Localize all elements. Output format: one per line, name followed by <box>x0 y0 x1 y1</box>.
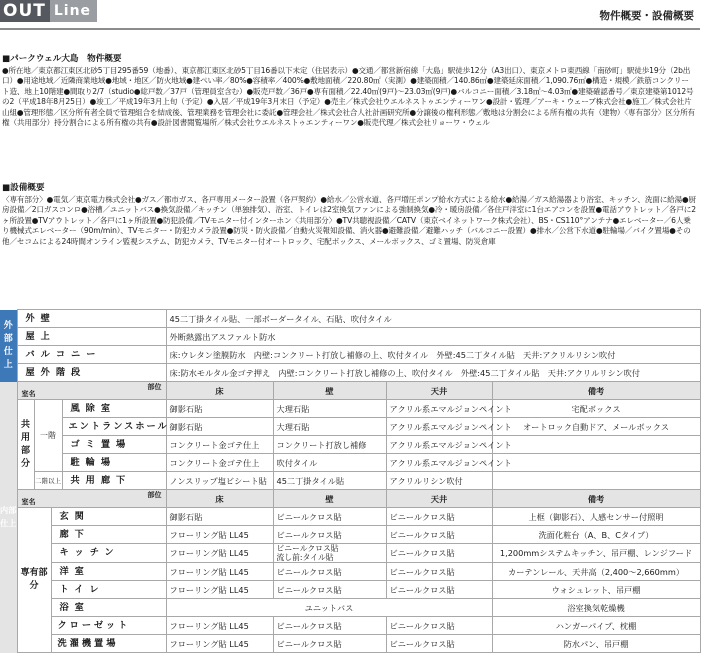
remarks-value <box>492 454 700 472</box>
part-header: 部位 <box>147 383 162 391</box>
bath-spec-value: ユニットバス <box>166 599 492 617</box>
room-name: 廊下 <box>51 526 166 544</box>
wall-value: ビニールクロス貼 <box>273 617 386 635</box>
floor-value: フローリング貼 LL45 <box>166 617 273 635</box>
equipment-overview-title: ■設備概要 <box>2 183 45 193</box>
wall-value: ビニールクロス貼 <box>273 581 386 599</box>
exterior-value: 外断熱露出アスファルト防水 <box>166 328 700 346</box>
room-name: 洗濯機置場 <box>51 635 166 653</box>
room-name: トイレ <box>51 581 166 599</box>
ceiling-value: ビニールクロス貼 <box>386 563 492 581</box>
floor-header: 床 <box>166 490 273 508</box>
ceiling-value: ビニールクロス貼 <box>386 635 492 653</box>
exterior-label: バルコニー <box>17 346 166 364</box>
room-header: 室名 <box>21 498 36 506</box>
wall-value-line2: 流し前:タイル貼 <box>276 553 334 562</box>
ceiling-value: ビニールクロス貼 <box>386 581 492 599</box>
floor-value: 御影石貼 <box>166 508 273 526</box>
wall-value: 45二丁掛タイル貼 <box>273 472 386 490</box>
exterior-value: 床:防水モルタル金ゴテ押え 内壁:コンクリート打放し補修の上、吹付タイル 外壁:45二丁タイル貼 天井:アクリルリシン吹付 <box>166 364 700 382</box>
room-name: エントランスホール <box>62 418 166 436</box>
room-name: 駐輪場 <box>62 454 166 472</box>
floor-value: ノンスリップ塩ビシート貼 <box>166 472 273 490</box>
private-row <box>0 599 700 617</box>
exterior-label: 屋上 <box>17 328 166 346</box>
wall-header: 壁 <box>273 382 386 400</box>
room-name: 玄関 <box>51 508 166 526</box>
wall-value: ビニールクロス貼 <box>273 508 386 526</box>
ceiling-value: アクリル系エマルジョンペイント <box>386 400 492 418</box>
room-name: 風除室 <box>62 400 166 418</box>
property-overview-title: ■パークウェル大島 物件概要 <box>2 54 122 64</box>
ceiling-value: アクリル系エマルジョンペイント <box>386 418 492 436</box>
remarks-value: 防水パン、吊戸棚 <box>492 635 700 653</box>
remarks-value: ハンガーパイプ、枕棚 <box>492 617 700 635</box>
common-area-label: 共用部分 <box>17 400 34 490</box>
private-row <box>0 563 700 581</box>
exterior-row <box>0 346 700 364</box>
wall-value: コンクリート打放し補修 <box>273 436 386 454</box>
floor2-label: 二階以上 <box>34 472 62 490</box>
floor-value: フローリング貼 LL45 <box>166 544 273 563</box>
wall-value <box>273 544 386 563</box>
logo-line: Line <box>50 0 97 22</box>
remarks-value: 宅配ボックス <box>492 400 700 418</box>
ceiling-value: アクリル系エマルジョンペイント <box>386 436 492 454</box>
common-row <box>0 454 700 472</box>
room-name: 共用廊下 <box>62 472 166 490</box>
wall-value: ビニールクロス貼 <box>273 563 386 581</box>
equipment-overview-text: 〈専有部分〉●電気／東京電力株式会社●ガス／都市ガス、各戸専用メーター設置（各戸契約）●給水／公営水道、各戸増圧ポンプ給水方式による給水●給湯／ガス給湯器より浴室、キッチン、洗面に給湯●厨房設備／2口ガスコンロ●浴槽／ユニットバス●換気設備／キッチン（単独排気）、浴室、トイレは2室換気ファンによる強制換気●冷・暖房設備／各住戸洋室に1台エアコンを設置●電話アウトレット／各戸に2ヶ所設置●TVアウトレット／各戸に1ヶ所設置●防犯設備／TVモニター付インターホン〈共用部分〉●TV共聴視設備／CATV（東京ベイネットワーク株式会社）、BS・CS110°アンテナ●エレベーター／6人乗り機械式エレベーター（90m/min）、TVモニター・防犯カメラ設置●防災・防火設備／自動火災報知設備、消火器●避難設備／避難ハッチ（バルコニー設置）●排水／公営下水道●駐輪場／バイク置場●その他／セコムによる24時間オンライン監視システム、防犯カメラ、TVモニター付オートロック、宅配ボックス、メールボックス、ゴミ置場、防災倉庫 <box>2 195 696 246</box>
remarks-value <box>492 436 700 454</box>
wall-value: ビニールクロス貼 <box>273 635 386 653</box>
remarks-value: 洗面化粧台（A、B、Cタイプ） <box>492 526 700 544</box>
remarks-header: 備考 <box>492 382 700 400</box>
interior-finish-label: 内部仕上 <box>0 382 17 653</box>
room-name: 洋室 <box>51 563 166 581</box>
ceiling-value: ビニールクロス貼 <box>386 526 492 544</box>
remarks-value: カーテンレール、天井高（2,400〜2,660mm） <box>492 563 700 581</box>
room-part-header <box>17 490 166 508</box>
room-part-header <box>17 382 166 400</box>
ceiling-value: ビニールクロス貼 <box>386 544 492 563</box>
wall-value-line1: ビニールクロス貼 <box>276 544 339 553</box>
remarks-value: 上框（御影石）、人感センサー付照明 <box>492 508 700 526</box>
private-row <box>0 635 700 653</box>
private-row <box>0 526 700 544</box>
exterior-row <box>0 364 700 382</box>
room-name: クローゼット <box>51 617 166 635</box>
ceiling-value: ビニールクロス貼 <box>386 617 492 635</box>
ceiling-header: 天井 <box>386 382 492 400</box>
private-row <box>0 617 700 635</box>
ceiling-header: 天井 <box>386 490 492 508</box>
floor-value: コンクリート金ゴテ仕上 <box>166 454 273 472</box>
exterior-label: 屋外階段 <box>17 364 166 382</box>
private-row <box>0 544 700 563</box>
wall-value: 吹付タイル <box>273 454 386 472</box>
ceiling-value: ビニールクロス貼 <box>386 508 492 526</box>
remarks-value <box>492 472 700 490</box>
wall-value: 大理石貼 <box>273 418 386 436</box>
room-name: ゴミ置場 <box>62 436 166 454</box>
floor-value: フローリング貼 LL45 <box>166 635 273 653</box>
equipment-overview-section <box>2 183 696 247</box>
exterior-finish-label: 外部仕上 <box>0 310 17 382</box>
wall-value: 大理石貼 <box>273 400 386 418</box>
common-row <box>0 400 700 418</box>
common-header-row <box>0 382 700 400</box>
floor-value: コンクリート金ゴテ仕上 <box>166 436 273 454</box>
private-row <box>0 581 700 599</box>
remarks-value: 浴室換気乾燥機 <box>492 599 700 617</box>
property-overview-section <box>2 54 696 128</box>
remarks-value: オートロック自動ドア、メールボックス <box>492 418 700 436</box>
room-name: キッチン <box>51 544 166 563</box>
room-header: 室名 <box>21 390 36 398</box>
header-divider <box>0 28 700 30</box>
wall-header: 壁 <box>273 490 386 508</box>
finish-table <box>0 309 701 653</box>
ceiling-value: アクリルリシン吹付 <box>386 472 492 490</box>
outline-logo <box>0 0 97 22</box>
part-header: 部位 <box>147 491 162 499</box>
floor-header: 床 <box>166 382 273 400</box>
floor-value: 御影石貼 <box>166 418 273 436</box>
exterior-row <box>0 310 700 328</box>
common-row <box>0 472 700 490</box>
wall-value: ビニールクロス貼 <box>273 526 386 544</box>
ceiling-value: アクリル系エマルジョンペイント <box>386 454 492 472</box>
floor-value: フローリング貼 LL45 <box>166 526 273 544</box>
page-title: 物件概要・設備概要 <box>599 10 694 22</box>
remarks-header: 備考 <box>492 490 700 508</box>
exterior-value: 45二丁掛タイル貼、一部ボーダータイル、石貼、吹付タイル <box>166 310 700 328</box>
private-header-row <box>0 490 700 508</box>
floor-value: フローリング貼 LL45 <box>166 581 273 599</box>
logo-out: OUT <box>0 0 50 22</box>
property-overview-text: ●所在地／東京都江東区北砂5丁目295番59（地番）、東京都江東区北砂5丁目16番以下未定（住居表示）●交通／都営新宿線「大島」駅徒歩12分（A3出口）、東京メトロ東西線「南砂町」駅徒歩19分（2b出口）●用途地域／近隣商業地域●地域・地区／防火地域●建ぺい率／80%●容積率／400%●敷地面積／220.80㎡（実測）●建築面積／140.86㎡●建築延床面積／1,090.76㎡●構造・規模／鉄筋コンクリート造、地上10階建●間取り2/7（studio●総戸数／37戸（管理員室含む）●販売戸数／36戸●専有面積／22.40㎡(9戸)〜23.03㎡(9戸)●バルコニー面積／3.18㎡〜4.03㎡●建築確認番号／東京建築第1012号の2（平成18年8月25日）●竣工／平成19年3月上旬（予定）●入居／平成19年3月末日（予定）●売主／株式会社ウエルネストゥエンティーワン●設計・監理／アーキ・ウェーブ株式会社●施工／株式会社片山組●管理形態／区分所有者全員で管理組合を結成後、管理業務を管理会社に委託●管理会社／株式会社合人社計画研究所●分譲後の権利形態／敷地は分割会による所有権の共有（建物）〈専有部分〉区分所有権（共用部分）持分割合による所有権の共有●設計図書閲覧場所／株式会社ウエルネストゥエンティーワン●販売代理／株式会社リョーワ・ウェル <box>2 66 695 128</box>
exterior-label: 外壁 <box>17 310 166 328</box>
floor-value: フローリング貼 LL45 <box>166 563 273 581</box>
common-row <box>0 418 700 436</box>
floor1-label: 一階 <box>34 400 62 472</box>
common-row <box>0 436 700 454</box>
room-name: 浴室 <box>51 599 166 617</box>
private-row <box>0 508 700 526</box>
floor-value: 御影石貼 <box>166 400 273 418</box>
exterior-value: 床:ウレタン塗膜防水 内壁:コンクリート打放し補修の上、吹付タイル 外壁:45二丁タイル貼 天井:アクリルリシン吹付 <box>166 346 700 364</box>
page-header <box>0 0 700 30</box>
exterior-row <box>0 328 700 346</box>
remarks-value: 1,200mmシステムキッチン、吊戸棚、レンジフード <box>492 544 700 563</box>
remarks-value: ウォシュレット、吊戸棚 <box>492 581 700 599</box>
private-area-label: 専有部分 <box>17 508 51 653</box>
